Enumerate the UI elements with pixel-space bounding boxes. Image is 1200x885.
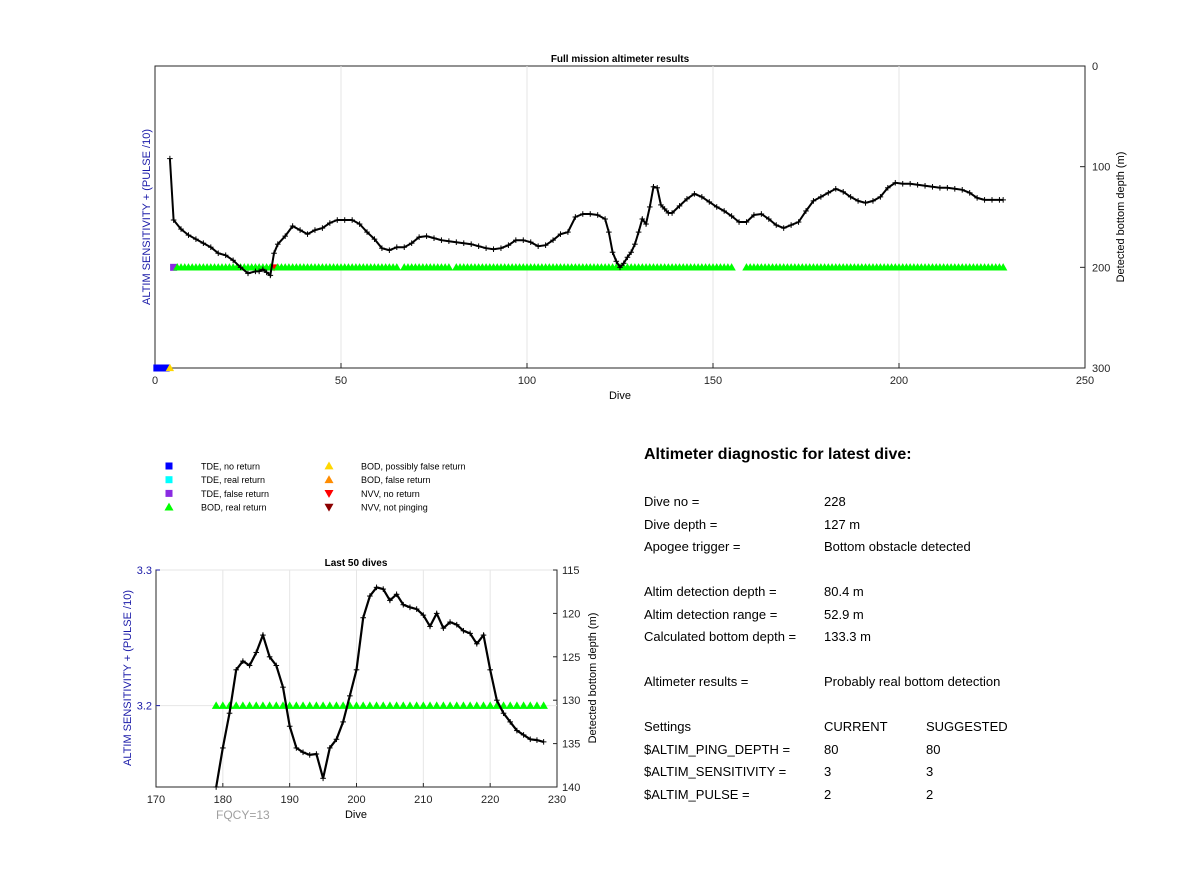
legend-label: TDE, real return	[201, 475, 266, 486]
y-tick-label: 300	[1092, 363, 1111, 375]
x-tick-label: 200	[347, 794, 366, 806]
setting-name: $ALTIM_PULSE =	[644, 786, 750, 802]
apogee-trigger-value: Bottom obstacle detected	[824, 539, 971, 554]
legend-entry	[325, 489, 420, 499]
altimeter-diagnostic-panel	[644, 446, 1164, 806]
top-right-y-axis-label: Detected bottom depth (m)	[1115, 151, 1127, 283]
legend-label: BOD, real return	[201, 502, 267, 513]
fqcy-annotation: FQCY=13	[216, 808, 270, 822]
suggested-header: SUGGESTED	[926, 719, 1008, 734]
y-tick-label: 130	[562, 695, 581, 708]
dive-depth-row	[644, 514, 1164, 537]
legend-entry	[325, 462, 466, 472]
altimeter-results-row	[644, 671, 1164, 694]
legend-entry	[325, 475, 431, 485]
top-chart-title: Full mission altimeter results	[550, 54, 690, 65]
dive-no-label: Dive no =	[644, 494, 700, 509]
y-tick-label: 140	[562, 782, 581, 794]
legend-label: BOD, possibly false return	[361, 461, 466, 472]
x-tick-label: 170	[146, 794, 166, 806]
settings-header-label: Settings	[644, 719, 691, 734]
legend-entry	[325, 503, 428, 513]
setting-current: 80	[824, 741, 839, 757]
altim-detection-range-value: 52.9 m	[824, 606, 864, 622]
x-tick-label: 190	[280, 794, 299, 806]
legend-triangle-up-icon	[325, 462, 334, 470]
legend-triangle-down-icon	[325, 490, 334, 498]
calculated-bottom-depth-value: 133.3 m	[824, 629, 871, 644]
setting-row-ping-depth	[644, 739, 1164, 762]
altim-detection-depth-label: Altim detection depth =	[644, 584, 777, 599]
marker-legend	[165, 462, 466, 513]
dive-depth-value: 127 m	[824, 516, 861, 532]
legend-entry	[166, 489, 270, 499]
altim-detection-depth-value: 80.4 m	[824, 584, 864, 599]
full-mission-chart	[141, 54, 1127, 402]
legend-label: NVV, no return	[361, 488, 420, 499]
apogee-trigger-label: Apogee trigger =	[644, 539, 741, 554]
x-tick-label: 220	[480, 794, 500, 806]
dive-no-value: 228	[824, 494, 846, 509]
altim-detection-range-row	[644, 604, 1164, 627]
x-tick-label: 100	[517, 375, 537, 387]
dive-no-row	[644, 491, 1164, 514]
setting-row-sensitivity	[644, 761, 1164, 784]
legend-label: BOD, false return	[361, 475, 431, 486]
setting-name: $ALTIM_SENSITIVITY =	[644, 764, 787, 779]
setting-suggested: 3	[926, 764, 934, 779]
bottom-left-y-axis-label: ALTIM SENSITIVITY + (PULSE /10)	[122, 590, 134, 766]
altimeter-results-value: Probably real bottom detection	[824, 674, 1001, 689]
x-tick-label: 50	[334, 375, 348, 387]
legend-square-icon	[166, 463, 173, 470]
y-tick-label: 125	[562, 651, 581, 664]
x-tick-label: 0	[151, 375, 159, 387]
settings-header-row	[644, 716, 1164, 739]
legend-entry	[166, 462, 261, 472]
last-50-dives-chart	[122, 558, 599, 822]
calculated-bottom-depth-label: Calculated bottom depth =	[644, 629, 797, 644]
legend-entry	[166, 475, 266, 485]
top-left-y-axis-label: ALTIM SENSITIVITY + (PULSE /10)	[141, 129, 153, 305]
legend-label: TDE, no return	[201, 461, 261, 472]
altim-detection-depth-row	[644, 581, 1164, 604]
top-plot-frame	[155, 66, 1085, 368]
dive-depth-label: Dive depth =	[644, 516, 718, 532]
legend-entry	[165, 503, 267, 513]
legend-label: NVV, not pinging	[361, 502, 428, 513]
setting-current: 3	[824, 764, 832, 779]
setting-row-pulse	[644, 784, 1164, 807]
legend-triangle-up-icon	[325, 475, 334, 483]
x-tick-label: 210	[414, 794, 433, 806]
bottom-chart-title: Last 50 dives	[324, 558, 388, 569]
legend-label: TDE, false return	[201, 488, 270, 499]
diagnostic-title: Altimeter diagnostic for latest dive:	[644, 446, 912, 463]
calculated-bottom-depth-row	[644, 626, 1164, 649]
altim-detection-range-label: Altim detection range =	[644, 606, 778, 622]
y-tick-label: 100	[1092, 161, 1111, 174]
altimeter-results-label: Altimeter results =	[644, 674, 749, 689]
legend-triangle-up-icon	[165, 503, 174, 511]
y-tick-label: 3.2	[136, 700, 152, 713]
x-tick-label: 180	[213, 794, 233, 806]
legend-triangle-down-icon	[325, 504, 334, 512]
current-header: CURRENT	[824, 719, 888, 734]
x-tick-label: 200	[889, 375, 909, 387]
setting-suggested: 80	[926, 741, 941, 757]
top-x-axis-label: Dive	[608, 390, 632, 402]
setting-name: $ALTIM_PING_DEPTH =	[644, 741, 791, 757]
bottom-right-y-axis-label: Detected bottom depth (m)	[587, 612, 599, 744]
y-tick-label: 0	[1092, 61, 1099, 73]
y-tick-label: 120	[562, 608, 581, 621]
bottom-x-axis-label: Dive	[344, 809, 368, 821]
x-tick-label: 230	[547, 794, 567, 806]
apogee-trigger-row	[644, 536, 1164, 559]
setting-current: 2	[824, 786, 832, 802]
legend-square-icon	[166, 490, 173, 497]
y-tick-label: 135	[562, 738, 581, 751]
y-tick-label: 115	[562, 565, 580, 577]
y-tick-label: 3.3	[136, 565, 152, 577]
x-tick-label: 150	[703, 375, 723, 387]
y-tick-label: 200	[1092, 262, 1111, 275]
setting-suggested: 2	[926, 786, 934, 802]
x-tick-label: 250	[1075, 375, 1095, 387]
legend-square-icon	[166, 476, 173, 483]
